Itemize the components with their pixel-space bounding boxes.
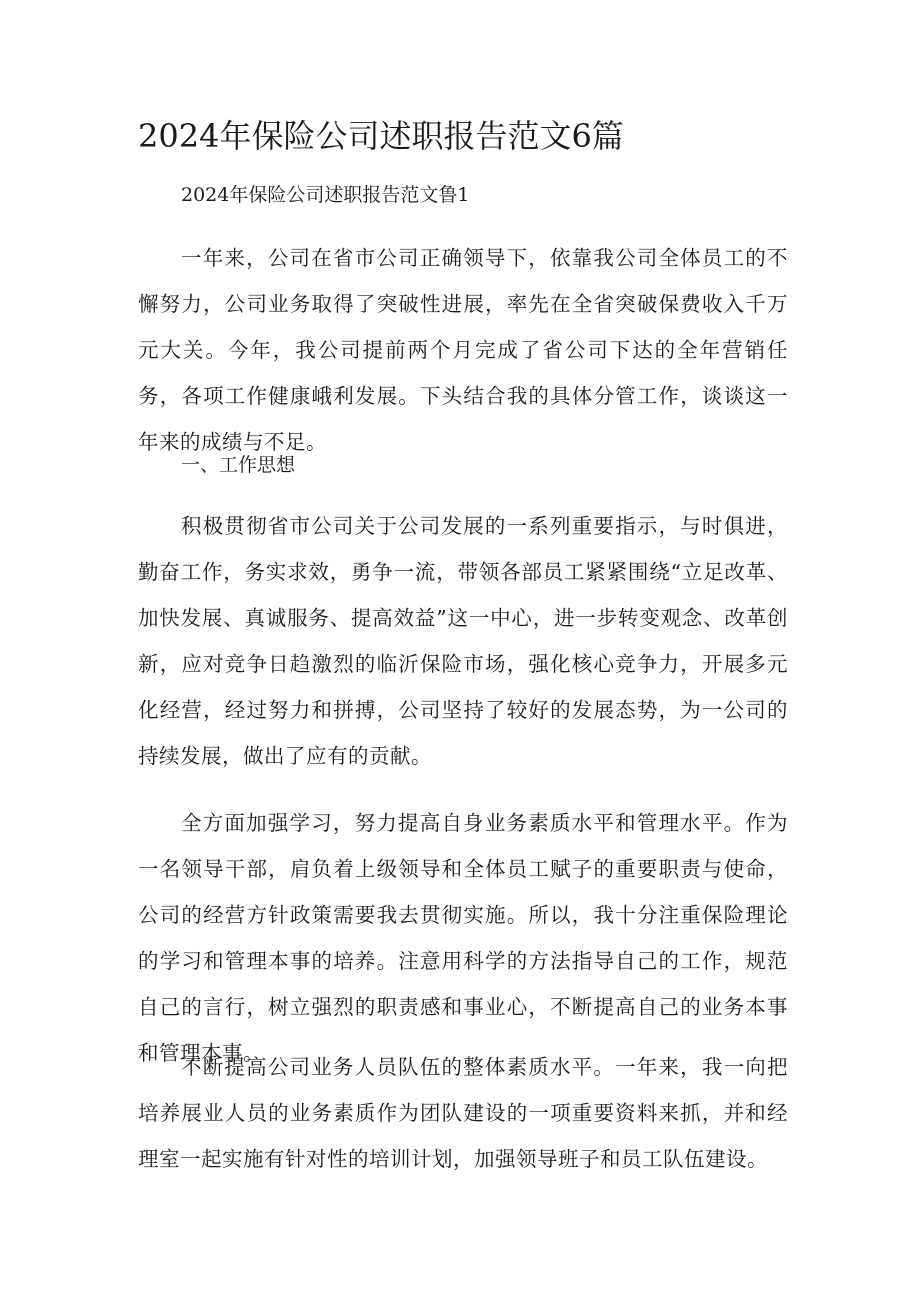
section-heading-work-thinking: 一、工作思想 [181, 454, 296, 476]
document-title: 2024年保险公司述职报告范文6篇 [138, 117, 624, 155]
paragraph-strengthen-learning: 全方面加强学习，努力提高自身业务素质水平和管理水平。作为一名领导干部，肩负着上级领导和全体员工赋子的重要职责与使命，公司的经营方针政策需要我去贯彻实施。所以，我十分注重保险理论的学习和管理本事的培养。注意用科学的方法指导自己的工作，规范自己的言行，树立强烈的职责感和事业心，不断提高自己的业务本事和管理本事。 [138, 811, 788, 1065]
paragraph-team-quality: 不断提高公司业务人员队伍的整体素质水平。一年来，我一向把培养展业人员的业务素质作为团队建设的一项重要资料来抓，并和经理室一起实施有针对性的培训计划，加强领导班子和员工队伍建设。 [138, 1055, 788, 1171]
document-subtitle: 2024年保险公司述职报告范文鲁1 [181, 184, 470, 206]
paragraph-intro: 一年来，公司在省市公司正确领导下，依靠我公司全体员工的不懈努力，公司业务取得了突破性进展，率先在全省突破保费收入千万元大关。今年，我公司提前两个月完成了省公司下达的全年营销任务，各项工作健康峨利发展。下头结合我的具体分管工作，谈谈这一年来的成绩与不足。 [138, 246, 788, 454]
paragraph-implement-directives: 积极贯彻省市公司关于公司发展的一系列重要指示，与时俱进，勤奋工作，务实求效，勇争一流，带领各部员工紧紧围绕“立足改革、加快发展、真诚服务、提高效益”这一中心，进一步转变观念、改革创新，应对竞争日趋激烈的临沂保险市场，强化核心竞争力，开展多元化经营，经过努力和拼搏，公司坚持了较好的发展态势，为一公司的持续发展，做出了应有的贡献。 [138, 514, 788, 768]
